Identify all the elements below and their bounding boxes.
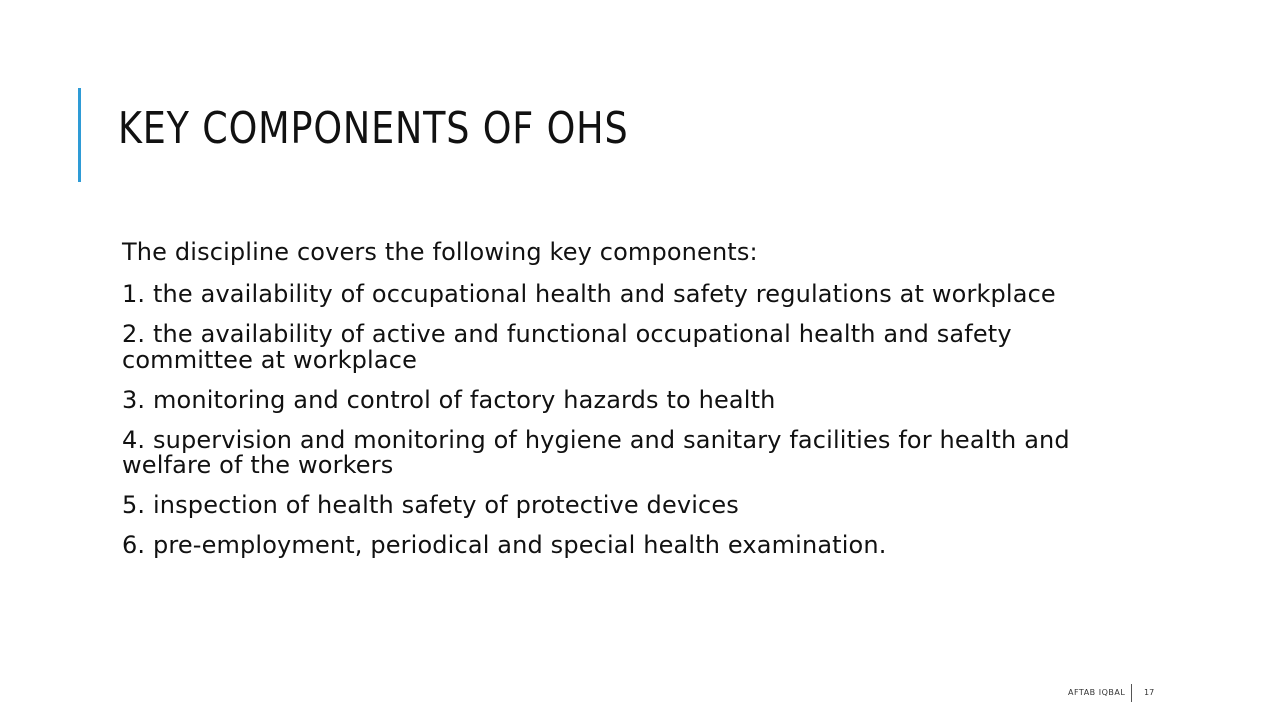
footer-divider	[1131, 684, 1132, 702]
footer-author: AFTAB IQBAL	[1068, 688, 1126, 697]
page-number: 17	[1144, 688, 1155, 697]
list-item: 3. monitoring and control of factory hazards to health	[122, 385, 776, 414]
list-item: 1. the availability of occupational health and safety regulations at workplace	[122, 279, 1056, 308]
list-item: 4. supervision and monitoring of hygiene and sanitary facilities for health and welfare of the workers	[122, 425, 1070, 480]
list-item: 5. inspection of health safety of protective devices	[122, 491, 739, 520]
list-item: 6. pre-employment, periodical and special health examination.	[122, 531, 887, 560]
list-item: 2. the availability of active and functional occupational health and safety committee at workplace	[122, 319, 1012, 374]
intro-text: The discipline covers the following key components:	[122, 238, 758, 266]
slide-title: KEY COMPONENTS OF OHS	[118, 103, 629, 154]
slide-body	[122, 240, 1082, 573]
title-accent-bar	[78, 88, 81, 182]
